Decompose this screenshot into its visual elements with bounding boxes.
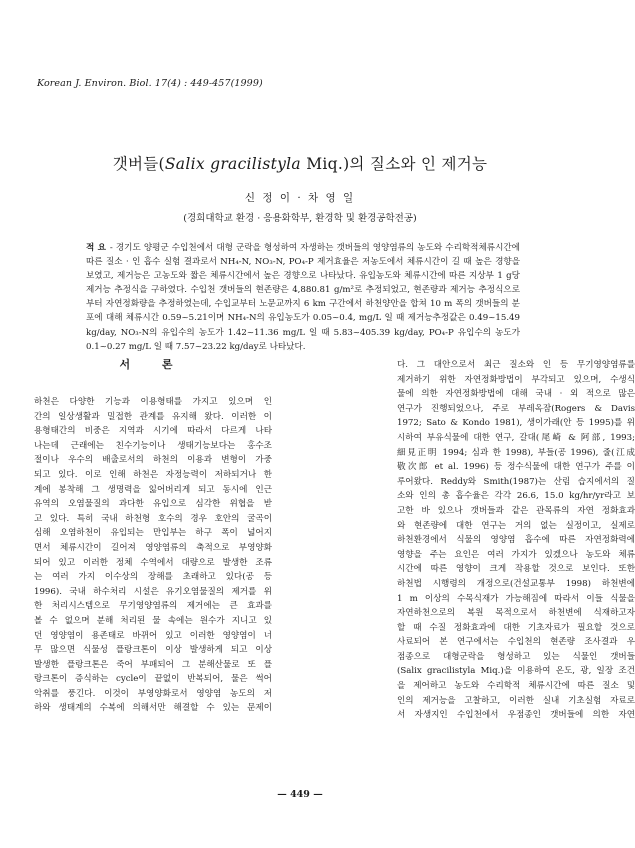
body-text-line: 고한 바 있으나 갯버들과 같은 관목류의 자연 정화효과 xyxy=(397,505,635,516)
body-text-line: 하천은 다양한 기능과 이용형태를 가지고 있으며 인 xyxy=(34,397,272,407)
body-text-line: 볼 수 없으며 분해 처리된 물 속에는 원수가 지니고 있 xyxy=(34,615,272,626)
body-text-line: 발생한 플랑크톤은 죽어 부패되어 그 분해산물로 또 플 xyxy=(34,659,272,670)
body-text-line: 되어 있고 이러한 정체 수역에서 대량으로 발생한 조류 xyxy=(34,557,272,568)
body-text-line: 소와 인의 총 흡수율은 각각 26.6, 15.0 kg/hr/yr라고 보 xyxy=(397,491,635,502)
body-text-line: 1 m 이상의 수목식재가 가능해짐에 따라서 이들 식물을 xyxy=(397,593,635,604)
body-text-line: 하천법 시행령의 개정으로(건설교통부 1998) 하천변에 xyxy=(397,578,635,589)
title-suffix: Miq.)의 질소와 인 제거능 xyxy=(300,155,488,173)
title-prefix: 갯버들( xyxy=(112,155,165,173)
body-text-line: 사료되어 본 연구에서는 수입천의 현존량 조사결과 우 xyxy=(397,637,635,648)
body-text-line: 제거하기 위한 자연정화방법이 부각되고 있으며, 수생식 xyxy=(397,374,635,385)
page-number: — 449 — xyxy=(277,789,323,800)
body-text-line: 다. 그 대안으로서 최근 질소와 인 등 무기영양염류를 xyxy=(397,360,635,370)
body-text-line: 고 있다. 특히 국내 하천형 호수의 경우 호안의 굴곡이 xyxy=(34,513,272,524)
body-text-line: 영향을 주는 요인은 여러 가지가 있겠으나 농도와 체류 xyxy=(397,549,635,560)
body-text-line: 하와 생태계의 수복에 의해서만 해결할 수 있는 문제이 xyxy=(34,703,272,714)
body-text-line: 자연하천으로의 복원 목적으로서 하천변에 식재하고자 xyxy=(397,608,635,619)
body-text-line: 는 여러 가지 이수상의 장해를 초래하고 있다(공 등 xyxy=(34,572,272,583)
body-text-line: 나는데 근래에는 친수기능이나 생태기능보다는 홍수조 xyxy=(34,440,272,451)
body-text-line: 간의 일상생활과 밀접한 관계를 유지해 왔다. 이러한 이 xyxy=(34,411,272,422)
journal-reference: Korean J. Environ. Biol. 17(4) : 449-457(1999) xyxy=(37,78,263,89)
body-text-line: 용형태간의 비중은 지역과 시기에 따라서 다르게 나타 xyxy=(34,426,272,437)
body-text-line: 유역의 오염물질의 과다한 유입으로 심각한 위협을 받 xyxy=(34,499,272,510)
body-text-line: 와 현존량에 대한 연구는 거의 없는 실정이고, 실제로 xyxy=(397,520,635,531)
body-text-line: 하천환경에서 식물의 영양염 흡수에 따른 자연정화력에 xyxy=(397,535,635,546)
body-text-line: 악취를 풍긴다. 이것이 부영양화로서 영양염 농도의 저 xyxy=(34,688,272,699)
body-text-line: 점종으로 대형군락을 형성하고 있는 식물인 갯버들 xyxy=(397,651,635,662)
body-text-line: 1972; Sato & Kondo 1981), 생이가래(안 등 1995)를 위 xyxy=(397,418,635,429)
body-text-line: 면서 체류시간이 길어져 영양염류의 축적으로 부영양화 xyxy=(34,542,272,553)
body-text-line: 되고 있다. 이로 인해 하천은 자정능력이 저하되거나 한 xyxy=(34,469,272,480)
abstract-text: - 경기도 양평군 수입천에서 대형 군락을 형성하여 자생하는 갯버들의 영양염류의 농도와 수리학적체류시간에 따른 질소 · 인 흡수 실험 결과로서 NH₄-N, NO₃-N, PO₄-P 제거효율은 저농도에서 체류시간이 길 때 높은 경향을 보였고, 제거능은 고농도와 짧은 체류시간에서 높은 경향으로 나타났다. 유입농도와 체류시간에 따른 지상부 1 g당 제거능 추정식을 구하였다. 수입천 갯버들의 현존량은 4,880.81 g/m²로 추정되었고, 현존량과 제거능 추정식으로부터 자연정화량을 추정하였는데, 수입교부터 노문교까지 6 km 구간에서 하천양안을 합쳐 10 m 폭의 갯버들의 분포에 대해 체류시간 0.59~5.21이며 NH₄-N의 유입농도가 0.05~0.4, mg/L 일 때 제거능추정값은 0.49~15.49 kg/day, NO₃-N의 유입수의 농도가 1.42~11.36 mg/L 일 때 5.83~405.39 kg/day, PO₄-P 유입수의 농도가 0.1~0.27 mg/L 일 때 7.57~23.22 kg/day로 나타났다. xyxy=(86,243,520,352)
body-text-line: 던 영양염이 용존태로 바뀌어 있고 이러한 영양염이 너 xyxy=(34,630,272,641)
title-scientific-name: Salix gracilistyla xyxy=(164,155,301,173)
body-text-line: 서 자생지인 수입천에서 우점종인 갯버들에 의한 자연 xyxy=(397,710,635,721)
body-text-line: 랑크톤이 증식하는 cycle이 끝없이 반복되어, 물은 썩어 xyxy=(34,674,272,685)
body-text-line: 1996). 국내 하수처리 시설은 유기오염물질의 제거를 위 xyxy=(34,586,272,597)
section-heading-introduction: 서 론 xyxy=(119,358,187,371)
body-text-line: 敬次郎 et al. 1996) 등 정수식물에 대한 연구가 주를 이 xyxy=(397,462,635,473)
paper-title xyxy=(0,152,600,174)
body-text-line: 한 처리시스템으로 무기영양염류의 제거에는 큰 효과를 xyxy=(34,601,272,612)
abstract xyxy=(86,241,520,354)
body-text-line: 을 제어하고 농도와 수리학적 체류시간에 따른 질소 및 xyxy=(397,681,635,692)
body-text-line: 시하여 부유식물에 대한 연구, 갈대(尾崎 & 阿部, 1993; xyxy=(397,432,635,443)
body-text-line: 연구가 진행되었으나, 주로 부레옥잠(Rogers & Davis xyxy=(397,403,635,414)
body-text-line: 물에 의한 자연정화방법에 대해 국내 · 외 적으로 많은 xyxy=(397,389,635,400)
body-text-line: 심해 오염하천이 유입되는 만입부는 하구 폭이 넓어지 xyxy=(34,528,272,539)
body-column-left xyxy=(34,395,272,716)
body-text-line: 루어왔다. Reddy와 Smith(1987)는 산림 습지에서의 질 xyxy=(397,476,635,487)
body-text-line: 무 많으면 식물성 플랑크톤이 이상 발생하게 되고 이상 xyxy=(34,645,272,656)
body-text-line: (Salix gracilistyla Miq.)을 이용하여 온도, 광, 일장 조건 xyxy=(397,666,635,677)
body-column-right xyxy=(397,358,635,723)
body-text-line: 시간에 따른 영향이 크게 작용할 것으로 보인다. 또한 xyxy=(397,564,635,575)
body-text-line: 절이나 우수의 배출로서의 하천의 이용과 변형이 가중 xyxy=(34,455,272,466)
affiliation: (경희대학교 환경 · 응용화학부, 환경학 및 환경공학전공) xyxy=(183,213,417,224)
abstract-lead: 적 요 xyxy=(86,243,106,253)
author-list: 신 정 이 · 차 영 일 xyxy=(244,192,356,204)
body-text-line: 細見正明 1994; 심과 한 1998), 부들(공 1996), 줄(江成 xyxy=(397,447,635,458)
body-text-line: 할 때 수질 정화효과에 대한 기초자료가 필요할 것으로 xyxy=(397,622,635,633)
body-text-line: 인의 제거능을 고찰하고, 이러한 실내 기초실험 자료로 xyxy=(397,695,635,706)
body-text-line: 계에 봉착해 그 생명력을 잃어버리게 되고 동시에 인근 xyxy=(34,484,272,495)
